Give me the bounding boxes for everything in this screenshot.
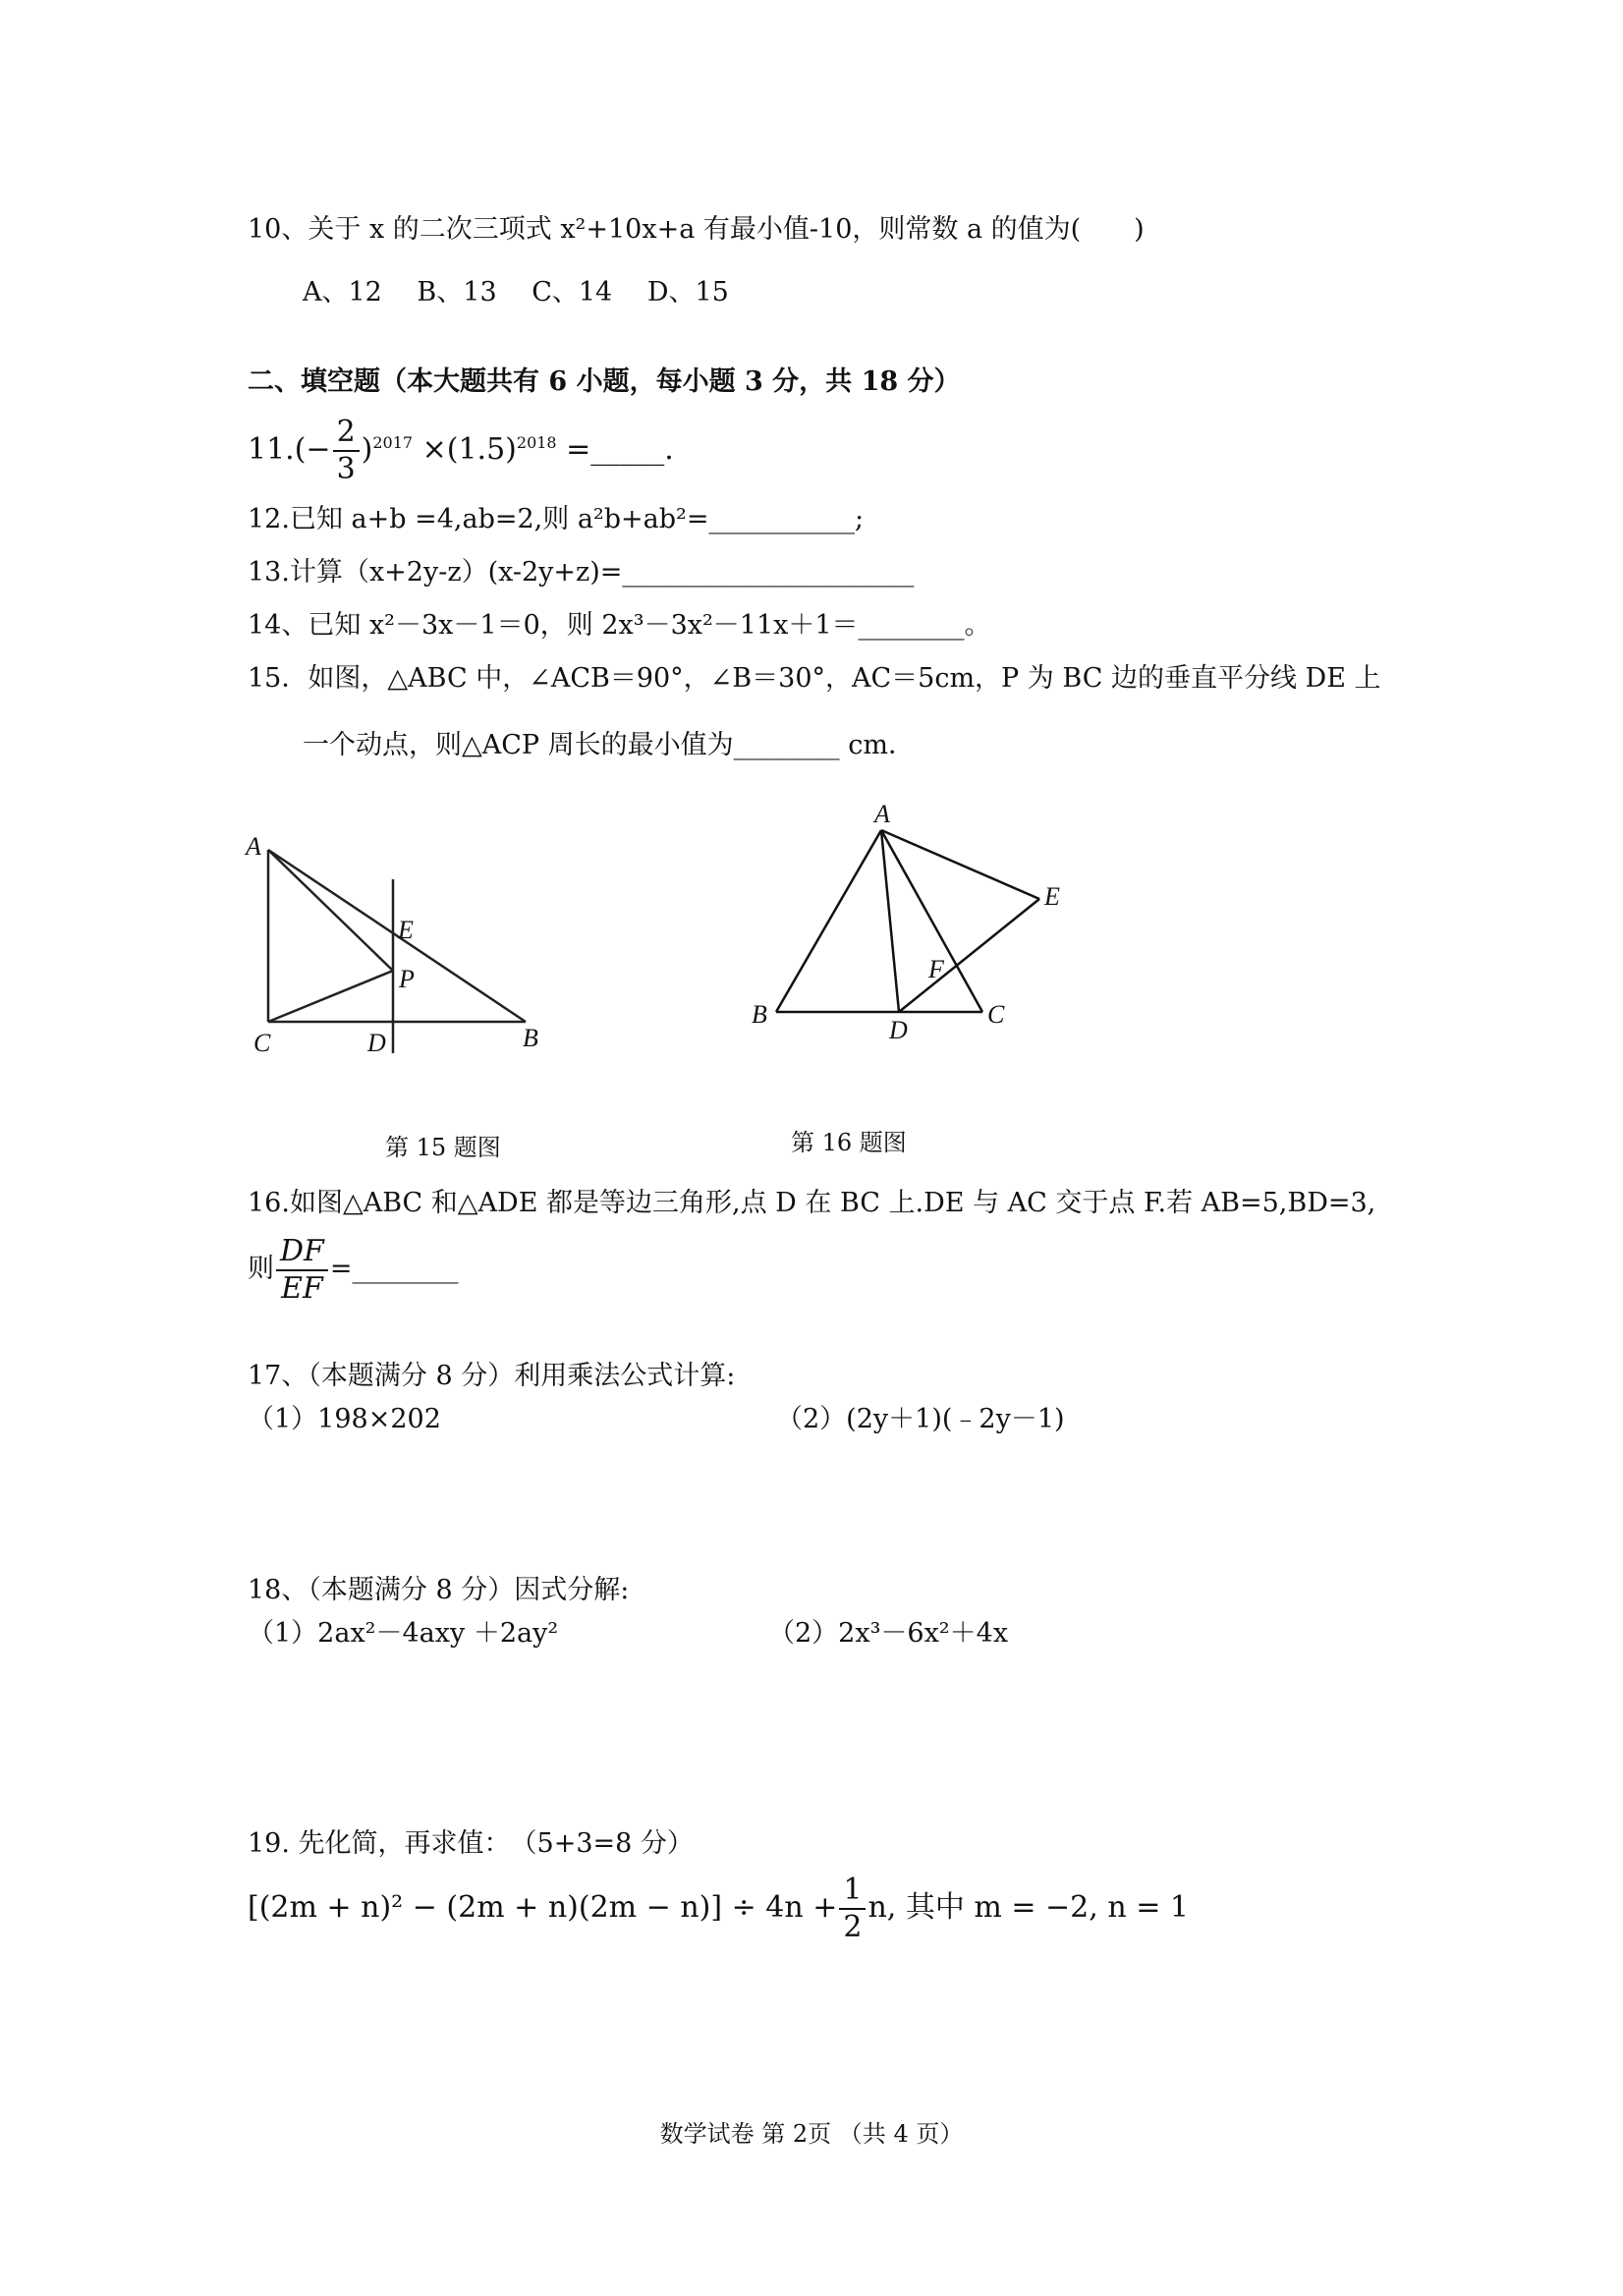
fig15-label-p: P [399, 965, 415, 993]
question-18-part1: （1）2ax²－4axy ＋2ay² [248, 1618, 559, 1649]
q11-frac-num: 2 [333, 415, 360, 452]
fig15-label-a: A [246, 832, 261, 861]
q11-neg: (− [294, 432, 331, 467]
section-2-heading: 二、填空题（本大题共有 6 小题，每小题 3 分，共 18 分） [248, 366, 961, 397]
fig15-side-ab [268, 850, 526, 1022]
q11-mid: ×(1.5) [413, 432, 517, 467]
q16-frac-den: EF [281, 1270, 323, 1306]
question-17-stem: 17、（本题满分 8 分）利用乘法公式计算: [248, 1361, 736, 1391]
fig16-label-d: D [889, 1016, 908, 1044]
q19-frac-den: 2 [843, 1910, 863, 1944]
q16-fraction [276, 1234, 328, 1307]
fig15-label-c: C [253, 1029, 271, 1057]
figure-15 [236, 825, 570, 1061]
fig15-label-e: E [398, 916, 414, 944]
q11-exp1: 2017 [372, 433, 414, 452]
fig15-label-d: D [367, 1029, 386, 1057]
fig15-segment-ap [268, 850, 393, 971]
page-footer: 数学试卷 第 2页 （共 4 页） [659, 2120, 964, 2148]
question-18-part2: （2）2x³－6x²＋4x [768, 1618, 1009, 1649]
q19-fraction [839, 1873, 866, 1945]
q11-close: ) [361, 432, 373, 467]
question-19-expression [248, 1869, 1189, 1947]
question-14: 14、已知 x²－3x－1＝0，则 2x³－3x²－11x＋1＝________。 [248, 610, 991, 641]
question-12: 12.已知 a+b =4,ab=2,则 a²b+ab²=___________; [248, 504, 865, 534]
q11-number: 11. [248, 432, 295, 467]
fig16-label-f: F [928, 955, 944, 983]
question-10-stem: 10、关于 x 的二次三项式 x²+10x+a 有最小值-10，则常数 a 的值为( ) [248, 214, 1145, 245]
figure-16-caption: 第 16 题图 [791, 1129, 907, 1156]
q11-frac-den: 3 [336, 452, 356, 486]
fig15-label-b: B [523, 1024, 538, 1052]
question-15-line1: 15．如图，△ABC 中，∠ACB＝90°，∠B＝30°，AC＝5cm，P 为 BC 边的垂直平分线 DE 上 [248, 663, 1381, 694]
fig15-segment-cp [268, 971, 393, 1022]
fig16-side-ab [776, 830, 881, 1012]
question-15-line2: 一个动点，则△ACP 周长的最小值为________ cm． [303, 730, 915, 760]
q19-expr-left: [(2m + n)² − (2m + n)(2m − n)] ÷ 4n + [248, 1890, 838, 1925]
q19-frac-num: 1 [839, 1873, 866, 1910]
q16-frac-num: DF [276, 1234, 328, 1271]
question-16-line1: 16.如图△ABC 和△ADE 都是等边三角形,点 D 在 BC 上.DE 与 AC 交于点 F.若 AB=5,BD=3, [248, 1188, 1376, 1218]
q16-prefix: 则 [248, 1254, 274, 1284]
question-17-part2: （2）(2y＋1)(﹣2y－1) [776, 1404, 1065, 1434]
q11-fraction [333, 415, 360, 487]
question-19-stem: 19. 先化简，再求值： （5+3=8 分） [248, 1828, 694, 1859]
fig16-label-c: C [987, 1000, 1005, 1029]
q16-tail: =________ [329, 1254, 459, 1284]
question-10-options: A、12 B、13 C、14 D、15 [303, 277, 729, 308]
figure-16 [727, 801, 1100, 1056]
q11-tail: =_____. [556, 432, 674, 467]
question-16-line2 [248, 1230, 459, 1309]
q19-expr-right: n, 其中 m = −2, n = 1 [867, 1890, 1189, 1925]
figure-15-caption: 第 15 题图 [385, 1134, 501, 1161]
question-18-stem: 18、（本题满分 8 分）因式分解: [248, 1575, 630, 1605]
fig16-side-de [899, 899, 1039, 1012]
question-11 [248, 413, 674, 487]
question-13: 13.计算（x+2y-z）(x-2y+z)=______________________ [248, 557, 915, 588]
question-17-part1: （1）198×202 [248, 1404, 441, 1434]
fig16-side-ae [881, 830, 1039, 899]
fig16-label-e: E [1044, 882, 1060, 911]
fig16-label-b: B [752, 1000, 767, 1029]
q11-exp2: 2018 [516, 433, 557, 452]
fig16-label-a: A [874, 801, 890, 828]
